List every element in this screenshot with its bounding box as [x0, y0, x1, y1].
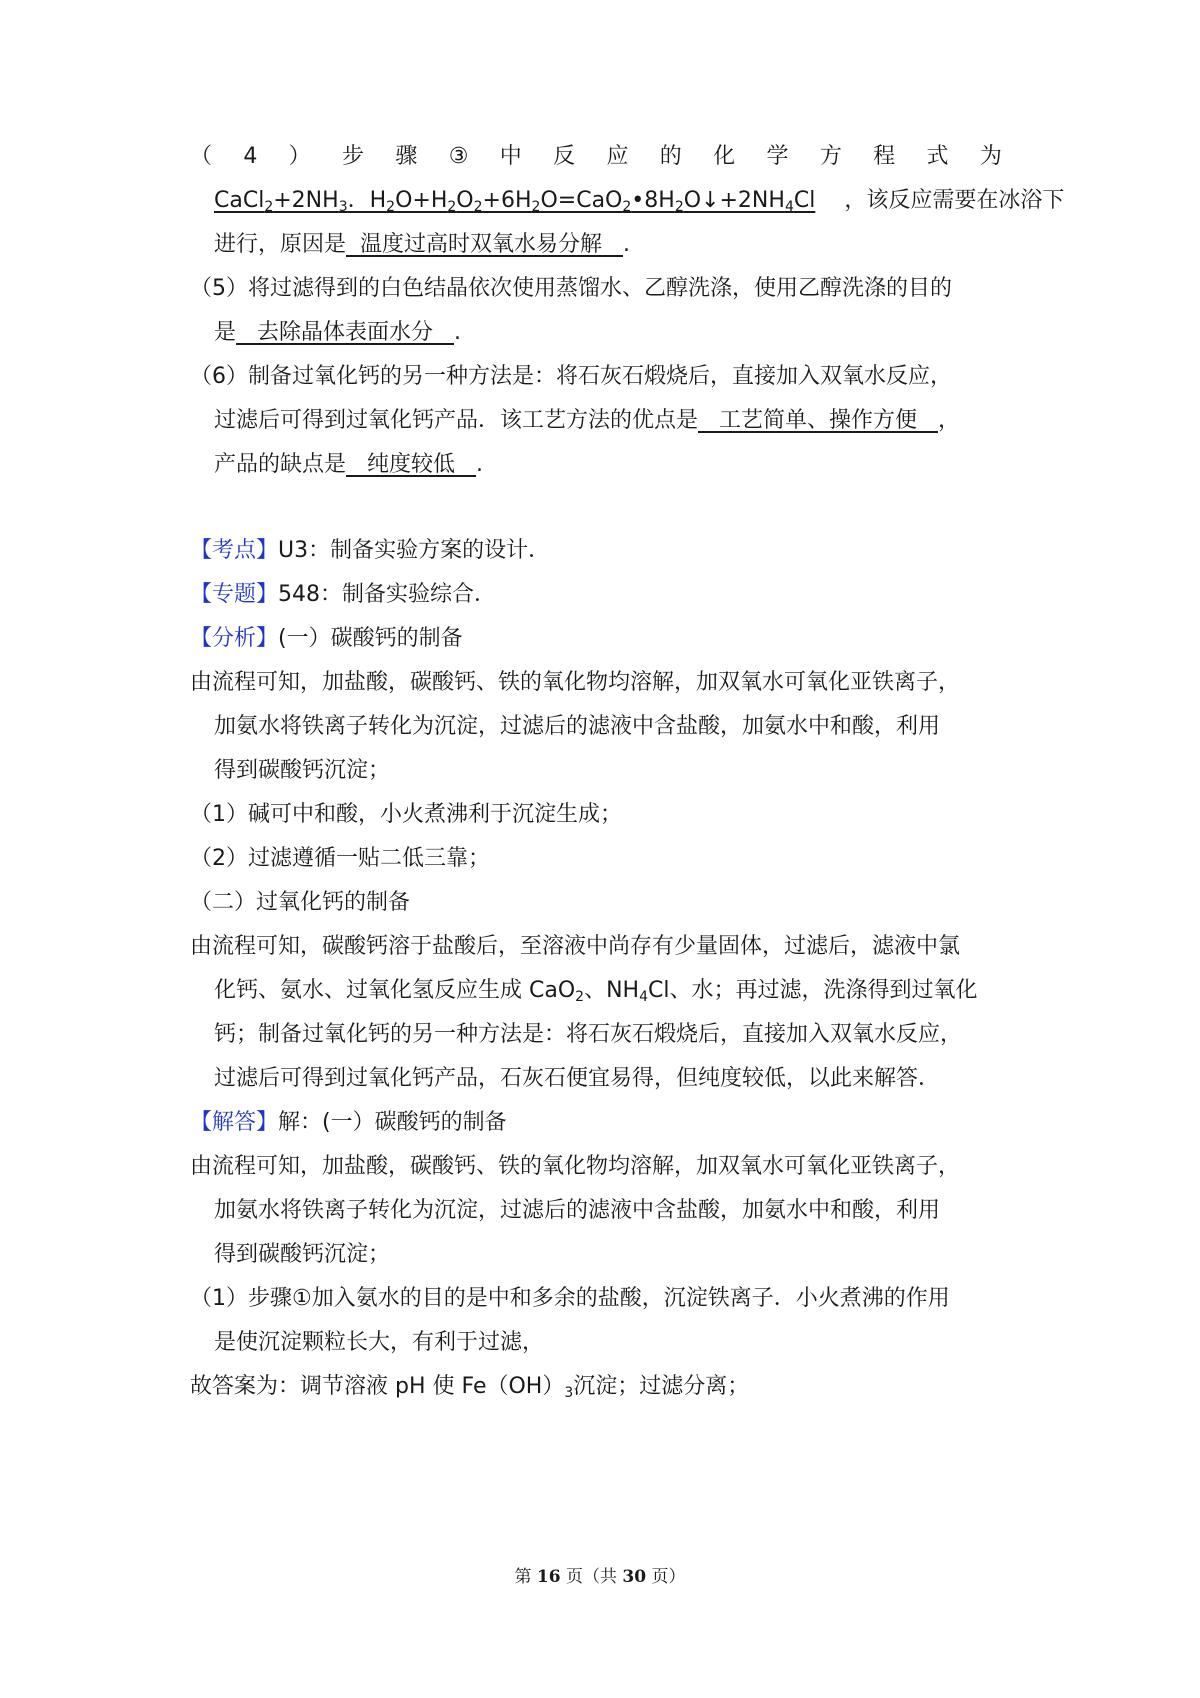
- q4-char: 程: [873, 144, 896, 169]
- equation-part: O: [456, 188, 474, 213]
- equation-part: O=CaO: [540, 188, 623, 213]
- kaodian-text: U3：制备实验方案的设计．: [278, 538, 551, 563]
- q6-advantage: 工艺简单、操作方便: [719, 408, 918, 433]
- q4-char: 反: [553, 144, 576, 169]
- q4-char: 应: [606, 144, 629, 169]
- q6-disadvantage: 纯度较低: [367, 452, 456, 477]
- equation-part: O+H: [395, 188, 448, 213]
- equation-subscript: 3: [338, 199, 348, 215]
- zhuanti-text: 548：制备实验综合．: [278, 582, 497, 607]
- jieda-answer-a: 故答案为：调节溶液 pH 使 Fe（OH）: [190, 1374, 565, 1399]
- kaodian-line: [190, 536, 550, 566]
- equation-part: ．H: [347, 188, 387, 213]
- equation-subscript: 2: [386, 199, 396, 215]
- q4-line2: [214, 186, 1064, 216]
- page-footer: [0, 1562, 1200, 1587]
- q5-suffix: .: [454, 320, 461, 345]
- fenxi-p2-sub1: 2: [575, 989, 585, 1005]
- q4-char: 骤: [395, 144, 418, 169]
- q4-line1: [190, 142, 1002, 172]
- q4-reason: 温度过高时双氧水易分解: [360, 232, 603, 257]
- equation-subscript: 2: [531, 199, 541, 215]
- q6-line2-prefix: 过滤后可得到过氧化钙产品．该工艺方法的优点是: [214, 408, 699, 433]
- jieda-item1-line1: （1）步骤①加入氨水的目的是中和多余的盐酸，沉淀铁离子．小火煮沸的作用: [190, 1286, 950, 1311]
- zhuanti-line: [190, 580, 496, 610]
- q6-disadvantage-blank: [346, 452, 476, 477]
- q4-char: 的: [659, 144, 682, 169]
- q4-char: 为: [979, 144, 1002, 169]
- q6-line2-suffix: ，: [938, 408, 961, 433]
- q4-char: 4: [243, 144, 258, 169]
- fenxi-p2-line2: [214, 976, 978, 1006]
- fenxi-item2: （2）过滤遵循一贴二低三靠；: [190, 846, 490, 871]
- q4-char: （: [190, 144, 213, 169]
- q4-line3-prefix: 进行，原因是: [214, 232, 347, 257]
- equation-subscript: 2: [622, 199, 632, 215]
- q5-answer: 去除晶体表面水分: [257, 320, 434, 345]
- q6-advantage-blank: [698, 408, 938, 433]
- q4-char: 式: [926, 144, 949, 169]
- fenxi-p2-line4: 过滤后可得到过氧化钙产品，石灰石便宜易得，但纯度较低，以此来解答．: [214, 1066, 941, 1091]
- q6-line3: [214, 450, 483, 480]
- q6-line1: （6）制备过氧化钙的另一种方法是：将石灰石煅烧后，直接加入双氧水反应，: [190, 364, 952, 389]
- fenxi-p2-a: 化钙、氨水、过氧化氢反应生成 CaO: [214, 978, 576, 1003]
- fenxi-line: [190, 624, 463, 654]
- fenxi-item1: （1）碱可中和酸，小火煮沸利于沉淀生成；: [190, 802, 622, 827]
- footer-page-number: 16: [536, 1567, 561, 1587]
- q4-line3: [214, 230, 630, 260]
- fenxi-p2-sub2: 4: [639, 989, 649, 1005]
- q6-line3-prefix: 产品的缺点是: [214, 452, 347, 477]
- footer-c: 页）: [646, 1567, 686, 1587]
- q4-reason-blank: [346, 232, 623, 257]
- q4-char: 学: [766, 144, 789, 169]
- q5-answer-blank: [236, 320, 454, 345]
- fenxi-p2-line1: 由流程可知，碳酸钙溶于盐酸后，至溶液中尚存有少量固体，过滤后，滤液中氯: [190, 934, 961, 959]
- equation-part: Cl: [793, 188, 816, 213]
- zhuanti-tag: 【专题】: [190, 582, 279, 607]
- jieda-answer-b: 沉淀；过滤分离；: [573, 1374, 750, 1399]
- q5-prefix: 是: [214, 320, 237, 345]
- equation-subscript: 4: [784, 199, 794, 215]
- q4-equation: [214, 188, 815, 213]
- jieda-heading: 解：(一）碳酸钙的制备: [278, 1110, 507, 1135]
- q4-suffix: .: [623, 232, 631, 257]
- jieda-p1-line3: 得到碳酸钙沉淀；: [214, 1242, 391, 1267]
- q4-char: 化: [713, 144, 736, 169]
- fenxi-p2-line3: 钙；制备过氧化钙的另一种方法是：将石灰石煅烧后，直接加入双氧水反应，: [214, 1022, 963, 1047]
- footer-total-pages: 30: [622, 1567, 647, 1587]
- equation-subscript: 2: [264, 199, 274, 215]
- q6-line3-suffix: .: [476, 452, 483, 477]
- q4-after-eq: ，该反应需要在冰浴下: [844, 188, 1065, 213]
- equation-part: +6H: [482, 188, 532, 213]
- fenxi-heading: (一）碳酸钙的制备: [278, 626, 463, 651]
- fenxi-tag: 【分析】: [190, 626, 279, 651]
- jieda-answer-line: [190, 1372, 749, 1402]
- fenxi-p2-e: Cl、水；再过滤，洗涤得到过氧化: [648, 978, 978, 1003]
- jieda-answer-sub: 3: [564, 1385, 574, 1401]
- equation-part: +2NH: [273, 188, 339, 213]
- equation-part: O↓+2NH: [683, 188, 785, 213]
- jieda-line: [190, 1108, 507, 1138]
- q4-char: ）: [288, 144, 311, 169]
- jieda-tag: 【解答】: [190, 1110, 279, 1135]
- fenxi-p1-line1: 由流程可知，加盐酸，碳酸钙、铁的氧化物均溶解，加双氧水可氧化亚铁离子，: [190, 670, 961, 695]
- equation-subscript: 2: [674, 199, 684, 215]
- fenxi-heading2: （二）过氧化钙的制备: [190, 890, 411, 915]
- q4-char: ③: [448, 144, 469, 169]
- q6-line2: [214, 406, 960, 436]
- fenxi-p1-line2: 加氨水将铁离子转化为沉淀，过滤后的滤液中含盐酸，加氨水中和酸，利用: [214, 714, 941, 739]
- equation-part: •8H: [631, 188, 675, 213]
- footer-a: 第: [514, 1567, 537, 1587]
- kaodian-tag: 【考点】: [190, 538, 279, 563]
- jieda-p1-line1: 由流程可知，加盐酸，碳酸钙、铁的氧化物均溶解，加双氧水可氧化亚铁离子，: [190, 1154, 961, 1179]
- q5-line2: [214, 318, 461, 348]
- fenxi-p2-c: 、NH: [584, 978, 640, 1003]
- q5-line1: （5）将过滤得到的白色结晶依次使用蒸馏水、乙醇洗涤，使用乙醇洗涤的目的: [190, 276, 952, 301]
- q4-char: 方: [819, 144, 842, 169]
- fenxi-p1-line3: 得到碳酸钙沉淀；: [214, 758, 391, 783]
- q4-char: 步: [342, 144, 365, 169]
- equation-part: CaCl: [214, 188, 265, 213]
- jieda-item1-line2: 是使沉淀颗粒长大，有利于过滤，: [214, 1330, 545, 1355]
- jieda-p1-line2: 加氨水将铁离子转化为沉淀，过滤后的滤液中含盐酸，加氨水中和酸，利用: [214, 1198, 941, 1223]
- footer-b: 页（共: [560, 1567, 623, 1587]
- q4-char: 中: [499, 144, 522, 169]
- equation-subscript: 2: [447, 199, 457, 215]
- equation-subscript: 2: [473, 199, 483, 215]
